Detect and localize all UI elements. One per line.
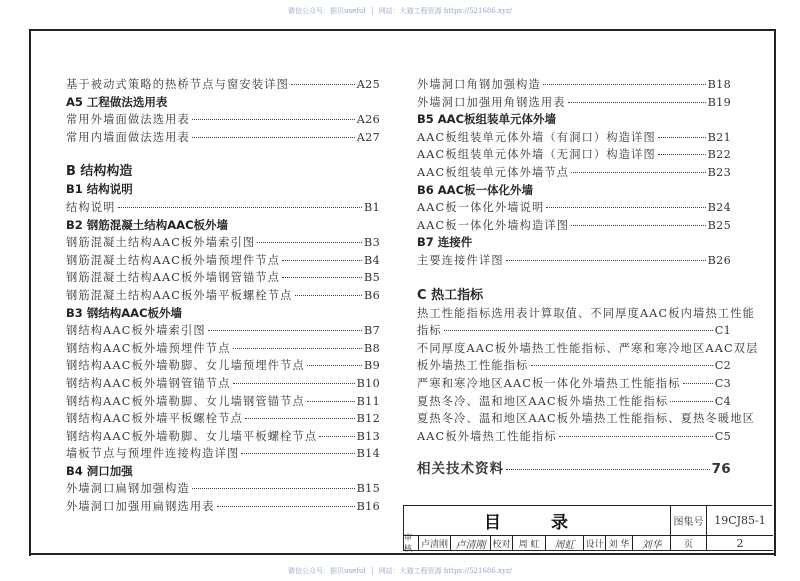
subsection-heading: A5 工程做法选用表 xyxy=(66,94,168,109)
toc-entry[interactable] xyxy=(66,322,380,340)
toc-entry[interactable] xyxy=(66,269,380,287)
designer-signature: 刘华 xyxy=(633,536,671,551)
toc-entry-title: 基于被动式策略的热桥节点与窗安装详图 xyxy=(66,78,289,91)
toc-entry-page: B3 xyxy=(364,236,380,250)
watermark-bottom xyxy=(0,566,800,576)
dot-leader xyxy=(282,260,362,261)
toc-entry-line: 热工性能指标选用表计算取值、不同厚度AAC板内墙热工性能 xyxy=(417,306,756,320)
toc-entry[interactable] xyxy=(66,76,380,94)
toc-left-column xyxy=(66,76,380,516)
toc-entry-title: 相关技术资料 xyxy=(417,461,504,478)
toc-entry[interactable] xyxy=(66,410,380,428)
checker-name: 周 虹 xyxy=(513,536,546,551)
dot-leader xyxy=(282,277,362,278)
toc-entry[interactable] xyxy=(417,199,731,217)
watermark-top xyxy=(0,6,800,16)
subsection-heading: B1 结构说明 xyxy=(66,182,133,197)
toc-entry-title: 外墙洞口角钢加强构造 xyxy=(417,78,541,91)
check-label: 校对 xyxy=(491,536,513,551)
dot-leader xyxy=(683,383,713,384)
toc-entry-title: AAC板组装单元体外墙节点 xyxy=(417,165,570,179)
page-label: 页 xyxy=(671,536,707,551)
dot-leader xyxy=(670,401,712,402)
toc-entry-title: 结构说明 xyxy=(66,200,116,214)
toc-entry-title: AAC板组装单元体外墙（有洞口）构造详图 xyxy=(417,130,656,144)
toc-entry-title: 外墙洞口加强用角钢选用表 xyxy=(417,95,566,109)
toc-entry-page: B19 xyxy=(707,95,731,109)
toc-entry-page: B21 xyxy=(707,130,731,144)
watermark-site: 网站：大猫工程资源 https://521686.xyz/ xyxy=(378,7,512,15)
toc-entry-line: 不同厚度AAC板外墙热工性能指标、严寒和寒冷地区AAC双层 xyxy=(417,341,759,355)
toc-entry-page: B18 xyxy=(707,78,731,91)
dot-leader xyxy=(531,365,713,366)
toc-entry-title: 钢结构AAC板外墙勒脚、女儿墙钢管锚节点 xyxy=(66,394,305,408)
toc-entry-title: 外墙洞口扁钢加强构造 xyxy=(66,482,190,496)
reviewer-name: 卢清刚 xyxy=(419,536,451,551)
dot-leader xyxy=(208,330,362,331)
design-label: 设计 xyxy=(584,536,606,551)
toc-entry-page: A26 xyxy=(356,113,380,127)
toc-entry-title: 主要连接件详图 xyxy=(417,253,504,267)
dot-leader xyxy=(658,137,706,138)
frame-bottom-line xyxy=(29,553,774,555)
toc-entry[interactable] xyxy=(66,393,380,411)
toc-entry-title: 钢筋混凝土结构AAC板外墙平板螺栓节点 xyxy=(66,288,293,302)
toc-entry-page: B12 xyxy=(356,412,380,426)
toc-entry-page: 76 xyxy=(711,461,731,478)
watermark-site: 网站：大猫工程资源 https://521686.xyz/ xyxy=(378,567,512,575)
divider xyxy=(372,7,373,15)
toc-entry[interactable] xyxy=(417,357,731,375)
toc-entry-page: B10 xyxy=(356,376,380,390)
toc-right-column xyxy=(417,76,759,479)
dot-leader xyxy=(192,488,355,489)
toc-entry-title: AAC板一体化外墙说明 xyxy=(417,201,545,215)
toc-entry-title: AAC板一体化外墙构造详图 xyxy=(417,218,570,232)
dot-leader xyxy=(543,84,706,85)
toc-entry[interactable] xyxy=(66,428,380,446)
dot-leader xyxy=(506,260,706,261)
toc-entry-title: 钢结构AAC板外墙勒脚、女儿墙预埋件节点 xyxy=(66,359,305,373)
toc-entry-page: B16 xyxy=(356,500,380,514)
toc-entry-title: 钢结构AAC板外墙索引图 xyxy=(66,324,206,338)
toc-entry-page: B5 xyxy=(364,271,380,285)
dot-leader xyxy=(307,365,362,366)
toc-entry[interactable] xyxy=(66,445,380,463)
toc-entry-page: B9 xyxy=(364,359,380,373)
dot-leader xyxy=(233,383,355,384)
toc-entry[interactable] xyxy=(66,129,380,147)
atlas-number: 19CJ85-1 xyxy=(707,506,773,536)
dot-leader xyxy=(245,418,355,419)
designer-name: 刘 华 xyxy=(606,536,633,551)
subsection-heading: B2 钢筋混凝土结构AAC板外墙 xyxy=(66,217,229,232)
toc-entry[interactable] xyxy=(66,252,380,270)
toc-entry-title: 常用内墙面做法选用表 xyxy=(66,130,190,144)
toc-entry-title: 钢结构AAC板外墙钢管锚节点 xyxy=(66,376,231,390)
toc-entry[interactable] xyxy=(66,287,380,305)
toc-entry[interactable] xyxy=(66,340,380,358)
toc-entry[interactable] xyxy=(66,234,380,252)
toc-entry[interactable] xyxy=(417,428,731,446)
page-number: 2 xyxy=(707,536,773,551)
toc-entry[interactable] xyxy=(66,357,380,375)
toc-entry[interactable] xyxy=(66,111,380,129)
subsection-heading: B3 钢结构AAC板外墙 xyxy=(66,305,183,320)
toc-entry[interactable] xyxy=(417,129,731,147)
dot-leader xyxy=(559,436,713,437)
toc-entry-title: 常用外墙面做法选用表 xyxy=(66,113,190,127)
toc-entry-page: C5 xyxy=(714,429,731,443)
review-label: 审核 xyxy=(404,536,419,551)
toc-entry-page: A27 xyxy=(356,130,380,144)
dot-leader xyxy=(658,154,706,155)
toc-entry-title: 钢筋混凝土结构AAC板外墙钢管锚节点 xyxy=(66,271,281,285)
toc-entry-page: C4 xyxy=(714,394,731,408)
toc-entry-title: 钢筋混凝土结构AAC板外墙预埋件节点 xyxy=(66,253,281,267)
toc-entry[interactable] xyxy=(417,146,731,164)
section-heading: C 热工指标 xyxy=(417,287,484,303)
toc-entry-page: B14 xyxy=(356,447,380,461)
toc-entry-line: 夏热冬冷、温和地区AAC板外墙热工性能指标、夏热冬暖地区 xyxy=(417,412,756,426)
toc-entry-title: 钢结构AAC板外墙勒脚、女儿墙平板螺栓节点 xyxy=(66,429,318,443)
subsection-heading: B4 洞口加强 xyxy=(66,463,133,478)
toc-entry[interactable] xyxy=(417,164,731,182)
toc-entry-page: B25 xyxy=(707,218,731,232)
toc-entry-title: 钢结构AAC板外墙平板螺栓节点 xyxy=(66,412,243,426)
toc-entry[interactable] xyxy=(417,375,731,393)
dot-leader xyxy=(192,137,355,138)
dot-leader xyxy=(444,330,713,331)
dot-leader xyxy=(118,207,362,208)
toc-entry-title: 夏热冬冷、温和地区AAC板外墙热工性能指标 xyxy=(417,394,669,408)
toc-entry-page: B22 xyxy=(707,148,731,162)
dot-leader xyxy=(217,506,355,507)
toc-entry-page: C1 xyxy=(714,324,731,338)
dot-leader xyxy=(571,172,705,173)
atlas-label: 图集号 xyxy=(671,506,707,536)
toc-entry-page: B1 xyxy=(364,200,380,214)
dot-leader xyxy=(319,436,354,437)
toc-entry[interactable] xyxy=(417,217,731,235)
section-heading: B 结构构造 xyxy=(66,164,133,180)
toc-entry-page: B26 xyxy=(707,253,731,267)
dot-leader xyxy=(257,242,362,243)
toc-entry-title: 钢结构AAC板外墙预埋件节点 xyxy=(66,341,231,355)
title-block xyxy=(403,505,772,551)
divider xyxy=(372,567,373,575)
toc-entry-page: B24 xyxy=(707,201,731,215)
dot-leader xyxy=(506,469,710,470)
toc-entry-page: B4 xyxy=(364,253,380,267)
toc-entry-page: B6 xyxy=(364,288,380,302)
toc-entry[interactable] xyxy=(417,459,731,479)
toc-entry-title: 钢筋混凝土结构AAC板外墙索引图 xyxy=(66,236,256,250)
subsection-heading: B7 连接件 xyxy=(417,235,473,250)
dot-leader xyxy=(568,102,706,103)
checker-signature: 周虹 xyxy=(546,536,584,551)
toc-entry[interactable] xyxy=(417,393,731,411)
toc-entry-title: 墙板节点与预埋件连接构造详图 xyxy=(66,447,240,461)
toc-entry[interactable] xyxy=(417,322,731,340)
dot-leader xyxy=(291,84,355,85)
dot-leader xyxy=(241,453,354,454)
toc-entry-page: C2 xyxy=(714,359,731,373)
watermark-wechat: 微信公众号：据贝useful xyxy=(288,7,366,15)
toc-entry[interactable] xyxy=(66,498,380,516)
toc-entry[interactable] xyxy=(417,252,731,270)
toc-entry-title: AAC板组装单元体外墙（无洞口）构造详图 xyxy=(417,148,656,162)
toc-entry-page: B8 xyxy=(364,341,380,355)
toc-entry[interactable] xyxy=(417,76,731,94)
toc-entry-title: 严寒和寒冷地区AAC板一体化外墙热工性能指标 xyxy=(417,376,681,390)
dot-leader xyxy=(546,207,705,208)
toc-entry-page: B7 xyxy=(364,324,380,338)
reviewer-signature: 卢清刚 xyxy=(451,536,491,551)
toc-entry[interactable] xyxy=(66,375,380,393)
toc-entry-page: B11 xyxy=(356,394,380,408)
dot-leader xyxy=(295,295,363,296)
toc-entry[interactable] xyxy=(417,94,731,112)
toc-entry-title: AAC板外墙热工性能指标 xyxy=(417,429,557,443)
subsection-heading: B6 AAC板一体化外墙 xyxy=(417,182,534,197)
toc-entry-page: B15 xyxy=(356,482,380,496)
toc-entry-title: 指标 xyxy=(417,324,442,338)
toc-entry-page: B23 xyxy=(707,165,731,179)
dot-leader xyxy=(192,119,355,120)
dot-leader xyxy=(571,225,705,226)
dot-leader xyxy=(233,348,362,349)
toc-entry-title: 外墙洞口加强用扁钢选用表 xyxy=(66,500,215,514)
toc-entry-page: A25 xyxy=(356,78,380,91)
toc-entry[interactable] xyxy=(66,199,380,217)
toc-entry-page: B13 xyxy=(356,429,380,443)
watermark-wechat: 微信公众号：据贝useful xyxy=(288,567,366,575)
subsection-heading: B5 AAC板组装单元体外墙 xyxy=(417,112,557,127)
toc-entry-page: C3 xyxy=(714,376,731,390)
toc-entry-title: 板外墙热工性能指标 xyxy=(417,359,529,373)
page-title: 目 录 xyxy=(484,513,590,533)
toc-entry[interactable] xyxy=(66,480,380,498)
dot-leader xyxy=(307,401,355,402)
